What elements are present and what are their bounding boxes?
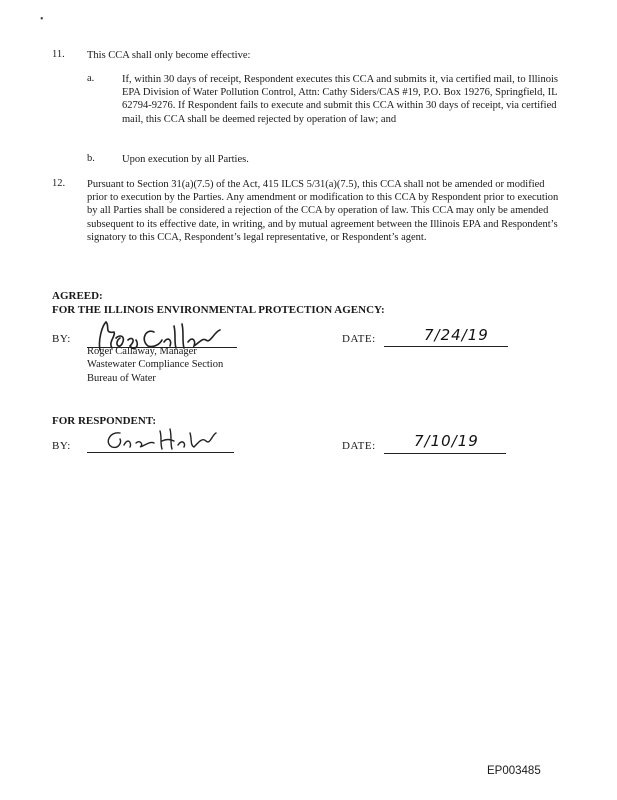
respondent-signature-stroke	[108, 429, 216, 449]
item-11-number: 11.	[52, 49, 65, 60]
respondent-by-label: BY:	[52, 440, 71, 452]
agency-date-label: DATE:	[342, 333, 376, 345]
agency-signer-section: Wastewater Compliance Section	[87, 359, 224, 370]
agency-date-line	[384, 346, 508, 347]
item-11-intro: This CCA shall only become effective:	[87, 50, 251, 61]
agency-signer-name: Roger Callaway, Manager	[87, 346, 197, 357]
agency-signer-bureau: Bureau of Water	[87, 373, 156, 384]
respondent-date-value: 7/10/19	[414, 432, 479, 450]
respondent-heading: FOR RESPONDENT:	[52, 415, 156, 427]
respondent-signature-image	[100, 425, 220, 455]
item-11b-letter: b.	[87, 153, 95, 164]
respondent-date-label: DATE:	[342, 440, 376, 452]
agency-by-label: BY:	[52, 333, 71, 345]
agency-heading: FOR THE ILLINOIS ENVIRONMENTAL PROTECTION AGENCY:	[52, 304, 385, 316]
bates-number: EP003485	[487, 765, 541, 777]
scan-artifact-dot: •	[40, 14, 44, 25]
item-12-number: 12.	[52, 178, 66, 189]
item-11b-text: Upon execution by all Parties.	[122, 154, 249, 165]
agency-date-value: 7/24/19	[424, 326, 489, 344]
item-12-text: Pursuant to Section 31(a)(7.5) of the Act, 415 ILCS 5/31(a)(7.5), this CCA shall not be amended or modified prior to execution by the Parties. Any amendment or modification to this CCA by Respondent prior to execution by all Parties shall be considered a rejection of the CCA by operation of law. This CCA may only be amended subsequent to its effective date, in writing, and by mutual agreement between the Illinois EPA and Respondent’s signatory to this CCA, Respondent’s legal representative, or Respondent’s agent.	[87, 179, 559, 243]
item-11a-letter: a.	[87, 73, 95, 84]
agreed-heading: AGREED:	[52, 290, 103, 302]
item-11a-text: If, within 30 days of receipt, Respondent executes this CCA and submits it, via certified mail, to Illinois EPA Division of Water Pollution Control, Attn: Cathy Siders/CAS #19, P.O. Box 19276, Springfield, IL 62794-9276. If Respondent fails to execute and submit this CCA within 30 days of receipt, via certified mail, this CCA shall be deemed rejected by operation of law; and	[122, 74, 558, 125]
respondent-date-line	[384, 453, 506, 454]
